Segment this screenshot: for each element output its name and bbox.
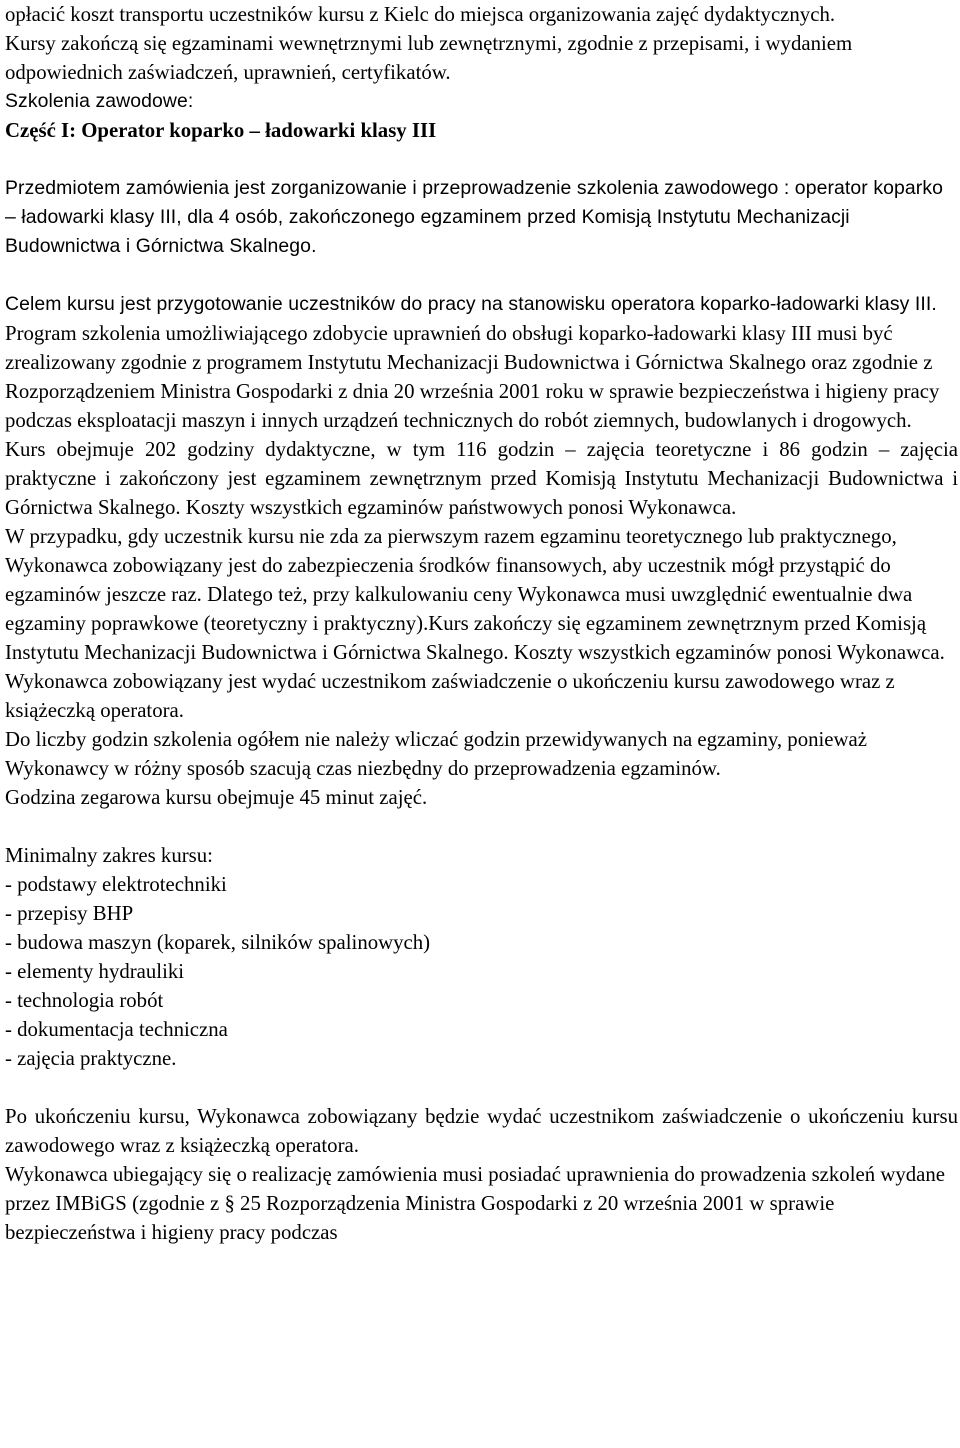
scope-title: Minimalny zakres kursu:: [5, 844, 213, 867]
paragraph-transport-cost: opłacić koszt transportu uczestników kursu z Kielc do miejsca organizowania zajęć dydaktycznych.: [5, 3, 836, 26]
paragraph-hours-exclusion: Do liczby godzin szkolenia ogółem nie należy wliczać godzin przewidywanych na egzaminy, ponieważ Wykonawcy w różny sposób szacują czas niezbędny do przeprowadzenia egzaminów.: [5, 728, 867, 780]
paragraph-training-program: Program szkolenia umożliwiającego zdobycie uprawnień do obsługi koparko-ładowarki klasy III musi być zrealizowany zgodnie z programem Instytutu Mechanizacji Budownictwa i Górnictwa Skalnego oraz zgodnie z Rozporządzeniem Ministra Gospodarki z dnia 20 września 2001 roku w sprawie bezpieczeństwa i higieny pracy podczas eksploatacji maszyn i innych urządzeń technicznych do robót ziemnych, budowlanych i drogowych.: [5, 322, 940, 432]
paragraph-subject-of-order: Przedmiotem zamówienia jest zorganizowanie i przeprowadzenie szkolenia zawodowego : operator koparko – ładowarki klasy III, dla 4 osób, zakończonego egzaminem przed Komisją Instytutu Mechanizacji Budownictwa i Górnictwa Skalnego.: [5, 177, 944, 257]
list-item: - zajęcia praktyczne.: [5, 1047, 177, 1070]
scope-list: [5, 870, 958, 1073]
spacer: [5, 145, 958, 174]
spacer: [5, 1073, 958, 1102]
paragraph-course-hours: Kurs obejmuje 202 godziny dydaktyczne, w tym 116 godzin – zajęcia teoretyczne i 86 godzin – zajęcia praktyczne i zakończony jest egzaminem zewnętrznym przed Komisją Instytutu Mechanizacji Budownictwa i Górnictwa Skalnego. Koszty wszystkich egzaminów państwowych ponosi Wykonawca.: [5, 438, 958, 519]
paragraph-clock-hour: Godzina zegarowa kursu obejmuje 45 minut zajęć.: [5, 786, 428, 809]
list-item: - przepisy BHP: [5, 902, 134, 925]
paragraph-after-course: Po ukończeniu kursu, Wykonawca zobowiązany będzie wydać uczestnikom zaświadczenie o ukończeniu kursu zawodowego wraz z książeczką operatora.: [5, 1105, 958, 1157]
paragraph-course-goal: Celem kursu jest przygotowanie uczestników do pracy na stanowisku operatora koparko-ładowarki klasy III.: [5, 293, 937, 315]
paragraph-contractor-qualifications: Wykonawca ubiegający się o realizację zamówienia musi posiadać uprawnienia do prowadzenia szkoleń wydane przez IMBiGS (zgodnie z § 25 Rozporządzenia Ministra Gospodarki z 20 września 2001 w sprawie bezpieczeństwa i higieny pracy podczas: [5, 1163, 945, 1244]
paragraph-resit-exams: W przypadku, gdy uczestnik kursu nie zda za pierwszym razem egzaminu teoretycznego lub praktycznego, Wykonawca zobowiązany jest do zabezpieczenia środków finansowych, aby uczestnik mógł przystąpić do egzaminów jeszcze raz. Dlatego też, przy kalkulowaniu ceny Wykonawca musi uwzględnić ewentualnie dwa egzaminy poprawkowe (teoretyczny i praktyczny).Kurs zakończy się egzaminem zewnętrznym przed Komisją Instytutu Mechanizacji Budownictwa i Górnictwa Skalnego. Koszty wszystkich egzaminów ponosi Wykonawca.: [5, 525, 945, 664]
document-page: [5, 0, 958, 1247]
section-heading-part-one: Część I: Operator koparko – ładowarki klasy III: [5, 119, 437, 142]
list-item: - podstawy elektrotechniki: [5, 873, 227, 896]
spacer: [5, 261, 958, 290]
list-item: - dokumentacja techniczna: [5, 1018, 228, 1041]
paragraph-exams-certificates: Kursy zakończą się egzaminami wewnętrznymi lub zewnętrznymi, zgodnie z przepisami, i wydaniem odpowiednich zaświadczeń, uprawnień, certyfikatów.: [5, 32, 853, 84]
paragraph-certificate-issue: Wykonawca zobowiązany jest wydać uczestnikom zaświadczenie o ukończeniu kursu zawodowego wraz z książeczką operatora.: [5, 670, 895, 722]
list-item: - elementy hydrauliki: [5, 960, 185, 983]
spacer: [5, 812, 958, 841]
section-label-vocational-training: Szkolenia zawodowe:: [5, 90, 194, 112]
list-item: - budowa maszyn (koparek, silników spalinowych): [5, 931, 431, 954]
list-item: - technologia robót: [5, 989, 164, 1012]
